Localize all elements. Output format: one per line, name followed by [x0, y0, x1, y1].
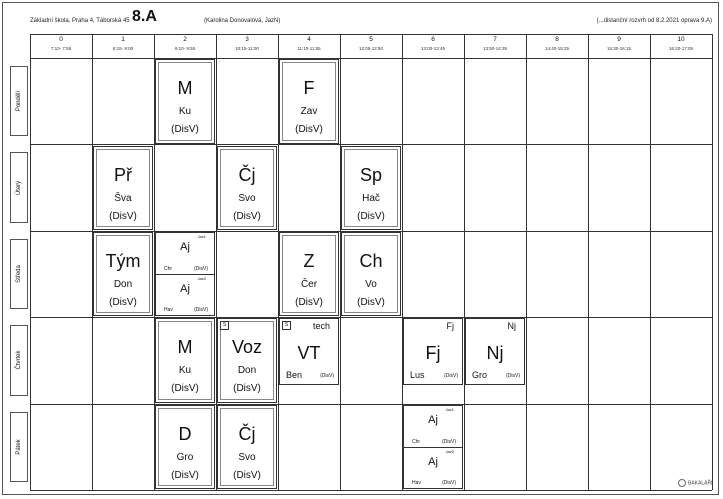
lesson-teacher: Čer: [300, 279, 318, 290]
grid-row-line: [30, 404, 712, 405]
lesson-room: (DisV): [444, 373, 458, 379]
lesson-teacher: Chr: [412, 439, 421, 445]
period-time: 14:40-15:25: [544, 46, 570, 51]
lesson-teacher: Hav: [412, 480, 421, 486]
grid-column-line: [30, 34, 31, 490]
period-time: 8:15- 9:00: [112, 46, 134, 51]
day-name: Pátek: [16, 439, 22, 455]
day-label: [10, 239, 28, 309]
lesson-room: (DisV): [194, 307, 208, 313]
lesson-teacher: Lus: [410, 370, 425, 380]
lesson-tuesday-period-1[interactable]: [93, 146, 153, 230]
period-number: 4: [307, 36, 311, 43]
lesson-room: (DisV): [357, 297, 385, 308]
bakalari-logo: [678, 479, 712, 487]
lesson-room: (DisV): [171, 470, 199, 481]
lesson-tuesday-period-5[interactable]: [341, 146, 401, 230]
lesson-teacher: Ku: [178, 106, 192, 117]
lesson-subject: Aj: [180, 283, 190, 295]
lesson-teacher: Hav: [164, 307, 173, 313]
period-number: 5: [369, 36, 373, 43]
lesson-group: tech: [312, 321, 330, 331]
grid-column-line: [588, 34, 589, 490]
lesson-subject: M: [177, 337, 193, 357]
lesson-thursday-period-7[interactable]: [465, 318, 525, 385]
grid-column-line: [526, 34, 527, 490]
lesson-group-half[interactable]: [404, 448, 462, 488]
period-number: 0: [59, 36, 63, 43]
lesson-subject: Fj: [425, 343, 441, 363]
lesson-subject: M: [177, 78, 193, 98]
period-time: 7:10- 7:55: [50, 46, 72, 51]
period-header: [650, 34, 712, 58]
schedule-note: (...distanční rozvrh od 8.2.2021 oprava 9.A): [596, 18, 712, 24]
lesson-group-half[interactable]: [404, 406, 462, 448]
lesson-subject: Aj: [180, 241, 190, 253]
period-number: 9: [617, 36, 621, 43]
lesson-tuesday-period-3[interactable]: [217, 146, 277, 230]
period-time: 13:50-14:35: [482, 46, 508, 51]
lesson-subject: Čj: [238, 165, 256, 185]
grid-column-line: [650, 34, 651, 490]
period-time: 16:20-17:05: [668, 46, 694, 51]
class-title: 8.A: [132, 8, 157, 25]
period-time: 13:00-13:45: [420, 46, 446, 51]
lesson-room: (DisV): [233, 383, 261, 394]
logo-text: BAKALÁŘI: [688, 480, 713, 487]
period-time: 9:10- 9:55: [174, 46, 196, 51]
day-name: Čtvrtek: [16, 350, 22, 370]
lesson-group: Fj: [446, 321, 454, 331]
lesson-room: (DisV): [194, 266, 208, 272]
lesson-group-half[interactable]: [156, 275, 214, 315]
period-header: [526, 34, 588, 58]
day-label: [10, 66, 28, 136]
lesson-subject: Sp: [359, 165, 383, 185]
lesson-group: Nj: [507, 321, 516, 331]
period-number: 2: [183, 36, 187, 43]
lesson-teacher: Svo: [238, 193, 256, 204]
grid-row-line: [30, 317, 712, 318]
period-header: [278, 34, 340, 58]
lesson-wednesday-period-2-split[interactable]: [155, 232, 215, 316]
lesson-teacher: Hač: [362, 193, 380, 204]
lesson-teacher: Vo: [365, 279, 377, 290]
period-header: [464, 34, 526, 58]
lesson-teacher: Gro: [472, 370, 488, 380]
period-header: [588, 34, 650, 58]
lesson-friday-period-3[interactable]: [217, 405, 277, 489]
period-number: 6: [431, 36, 435, 43]
lesson-room: (DisV): [233, 470, 261, 481]
lesson-room: (DisV): [295, 124, 323, 135]
lesson-thursday-period-2[interactable]: [155, 318, 215, 403]
lesson-thursday-period-6[interactable]: [403, 318, 463, 385]
day-label: [10, 325, 28, 395]
day-label: [10, 412, 28, 482]
grid-column-line: [464, 34, 465, 490]
lesson-thursday-period-4[interactable]: [279, 318, 339, 385]
lesson-subject: Ch: [359, 251, 383, 271]
lesson-group: Jaz2: [197, 276, 206, 281]
lesson-teacher: Zav: [300, 106, 318, 117]
lesson-subject: Tým: [105, 251, 141, 271]
grid-row-line: [30, 490, 712, 491]
period-header: [402, 34, 464, 58]
lesson-teacher: Chr: [164, 266, 173, 272]
period-time: 10:15-11:00: [235, 46, 259, 51]
lesson-group-half[interactable]: [156, 233, 214, 275]
lesson-badge: S: [220, 321, 229, 330]
lesson-subject: D: [178, 424, 192, 444]
period-number: 8: [555, 36, 559, 43]
lesson-teacher: Don: [113, 279, 133, 290]
lesson-subject: Př: [114, 165, 132, 185]
lesson-room: (DisV): [171, 383, 199, 394]
lesson-teacher: Ben: [286, 370, 303, 380]
period-time: 12:05-12:50: [358, 46, 384, 51]
period-header: [154, 34, 216, 58]
lesson-room: (DisV): [171, 124, 199, 135]
day-name: Úterý: [16, 180, 22, 195]
lesson-teacher: Don: [237, 365, 257, 376]
lesson-teacher: Šva: [114, 193, 132, 204]
period-number: 1: [121, 36, 125, 43]
lesson-room: (DisV): [506, 373, 520, 379]
period-time: 15:30-16:15: [606, 46, 632, 51]
lesson-room: (DisV): [442, 439, 456, 445]
period-header: [92, 34, 154, 58]
lesson-friday-period-2[interactable]: [155, 405, 215, 489]
lesson-wednesday-period-4[interactable]: [279, 232, 339, 316]
day-name: Pondělí: [16, 91, 22, 112]
lesson-badge: S: [282, 321, 291, 330]
lesson-group: Jaz2: [445, 449, 454, 454]
lesson-room: (DisV): [357, 211, 385, 222]
school-name: Základní škola, Praha 4, Táborská 45: [30, 18, 130, 24]
period-header: [30, 34, 92, 58]
period-header: [340, 34, 402, 58]
lesson-subject: Aj: [428, 414, 438, 426]
period-header: [216, 34, 278, 58]
lesson-group: Jaz1: [445, 407, 454, 412]
lesson-room: (DisV): [442, 480, 456, 486]
period-number: 7: [493, 36, 497, 43]
class-teacher: (Karolina Donovalová, JazN): [204, 18, 281, 24]
lesson-friday-period-6-split[interactable]: [403, 405, 463, 489]
day-label: [10, 152, 28, 222]
lesson-wednesday-period-5[interactable]: [341, 232, 401, 316]
lesson-room: (DisV): [109, 211, 137, 222]
lesson-room: (DisV): [233, 211, 261, 222]
lesson-teacher: Ku: [178, 365, 192, 376]
lesson-monday-period-2[interactable]: [155, 59, 215, 144]
lesson-subject: VT: [297, 343, 321, 363]
grid-row-line: [30, 58, 712, 59]
lesson-subject: Nj: [486, 343, 504, 363]
lesson-wednesday-period-1[interactable]: [93, 232, 153, 316]
lesson-room: (DisV): [109, 297, 137, 308]
lesson-group: Jaz1: [197, 234, 206, 239]
lesson-subject: Z: [303, 251, 315, 271]
lesson-subject: Aj: [428, 456, 438, 468]
lesson-thursday-period-3[interactable]: [217, 318, 277, 403]
lesson-subject: F: [303, 78, 315, 98]
logo-icon: [678, 479, 686, 487]
grid-column-line: [712, 34, 713, 490]
lesson-subject: Čj: [238, 424, 256, 444]
period-time: 11:10-11:55: [297, 46, 321, 51]
day-name: Středa: [16, 265, 22, 283]
lesson-subject: Voz: [231, 337, 263, 357]
period-number: 10: [677, 36, 685, 43]
lesson-teacher: Gro: [176, 452, 194, 463]
lesson-room: (DisV): [320, 373, 334, 379]
lesson-monday-period-4[interactable]: [279, 59, 339, 144]
lesson-teacher: Svo: [238, 452, 256, 463]
period-number: 3: [245, 36, 249, 43]
lesson-room: (DisV): [295, 297, 323, 308]
